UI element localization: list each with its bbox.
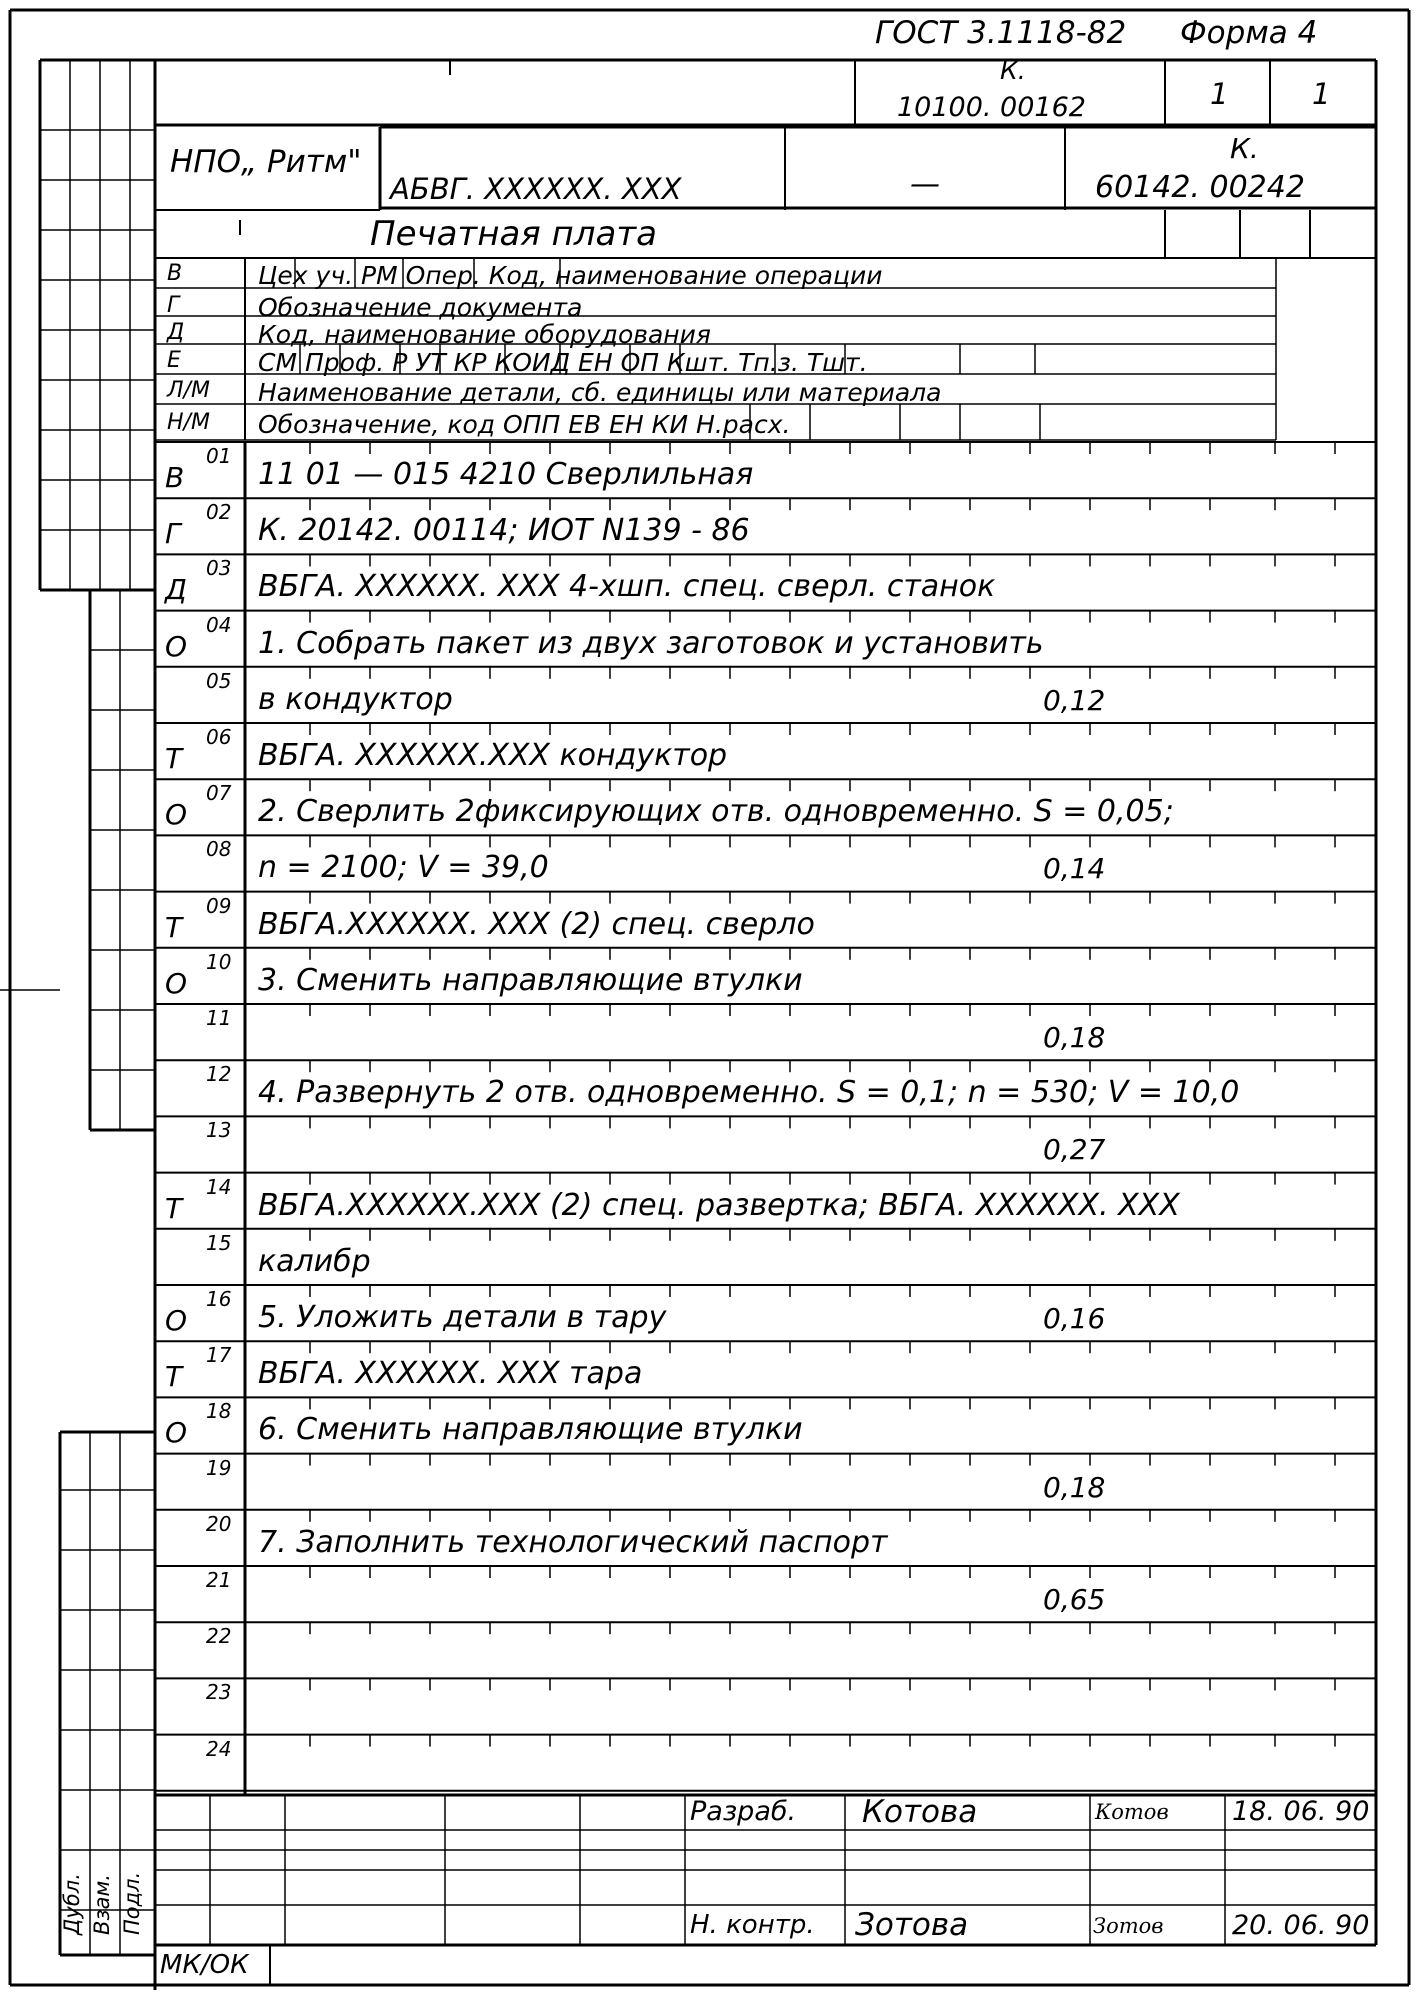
legend-text: Обозначение, код ОПП ЕВ ЕН КИ Н.расх. <box>258 410 791 439</box>
row-number: 01 <box>206 444 232 468</box>
row-text: 11 01 — 015 4210 Сверлильная <box>258 457 754 492</box>
row-number: 15 <box>206 1230 232 1255</box>
row-number: 20 <box>206 1511 232 1536</box>
row-number: 05 <box>206 668 232 693</box>
row-value: 0,27 <box>1043 1133 1106 1167</box>
row-number: 09 <box>206 893 232 918</box>
organization: НПО„ Ритм" <box>170 144 362 180</box>
row-text: 4. Развернуть 2 отв. одновременно. S = 0,1; n = 530; V = 10,0 <box>258 1075 1240 1111</box>
nkontr-label: Н. контр. <box>690 1910 815 1940</box>
legend-text: Обозначение документа <box>258 293 583 322</box>
legend-text: Цех уч. РМ Опер. Код, наименование операции <box>258 261 883 290</box>
row-letter: Д <box>165 573 187 607</box>
row-text: 1. Собрать пакет из двух заготовок и установить <box>258 625 1044 661</box>
side-label: Подл. <box>120 1871 144 1935</box>
legend-text: Код, наименование оборудования <box>258 320 711 349</box>
legend-letter: В <box>167 261 183 286</box>
row-letter: Г <box>165 517 181 551</box>
row-number: 17 <box>206 1343 232 1368</box>
row-text: ВБГА. XXXXXX. XXX тара <box>258 1356 643 1392</box>
row-number: 24 <box>206 1736 232 1761</box>
row-value: 0,12 <box>1043 683 1106 717</box>
row-text: ВБГА.XXXXXX.XXX (2) спец. развертка; ВБГА. XXXXXX. XXX <box>258 1187 1180 1223</box>
row-letter: Т <box>165 910 183 944</box>
row-letter: О <box>165 966 188 1000</box>
row-letter: О <box>165 798 188 832</box>
razrab-label: Разраб. <box>690 1796 797 1827</box>
row-letter: О <box>165 1304 188 1337</box>
row-number: 08 <box>206 837 232 862</box>
row-value: 0,65 <box>1043 1583 1106 1616</box>
row-text: 3. Сменить направляющие втулки <box>258 962 803 998</box>
sheets-total: 1 <box>1312 77 1331 111</box>
legend-letter: Л/М <box>167 378 210 403</box>
row-number: 07 <box>206 781 232 806</box>
sheet-number: 1 <box>1210 77 1229 111</box>
row-text: 7. Заполнить технологический паспорт <box>258 1524 888 1560</box>
row-text: 2. Сверлить 2фиксирующих отв. одновременно. S = 0,05; <box>258 794 1174 830</box>
row-letter: В <box>165 461 185 494</box>
row-number: 10 <box>206 949 232 974</box>
row-number: 18 <box>206 1399 232 1424</box>
side-label: Взам. <box>90 1874 114 1935</box>
row-letter: Т <box>165 1191 183 1225</box>
legend-letter: Д <box>167 320 185 345</box>
legend-letter: Е <box>167 348 181 373</box>
document-designation: АБВГ. XXXXXX. XXX <box>390 172 682 206</box>
row-text: 6. Сменить направляющие втулки <box>258 1412 803 1448</box>
nkontr-date: 20. 06. 90 <box>1232 1910 1370 1941</box>
row-text: в кондуктор <box>258 681 453 717</box>
row-value: 0,16 <box>1043 1302 1106 1335</box>
side-label: Дубл. <box>60 1873 84 1935</box>
row-number: 19 <box>206 1455 232 1480</box>
row-number: 22 <box>206 1624 232 1649</box>
row-number: 06 <box>206 725 232 749</box>
row-letter: Т <box>165 1360 183 1394</box>
legend-text: СМ Проф. Р УТ КР КОИД ЕН ОП Кшт. Тп.з. Тшт. <box>258 348 868 377</box>
legend-letter: Н/М <box>167 410 210 435</box>
row-value: 0,18 <box>1043 1021 1106 1054</box>
row-number: 03 <box>206 556 232 581</box>
dash-field: — <box>910 167 940 202</box>
row-letter: О <box>165 629 188 663</box>
row-number: 16 <box>206 1287 232 1311</box>
row-letter: Т <box>165 742 183 775</box>
razrab-name: Котова <box>862 1794 978 1830</box>
row-text: 5. Уложить детали в тару <box>258 1300 667 1335</box>
right-code: 60142. 00242 <box>1095 170 1305 205</box>
row-text: ВБГА.XXXXXX. XXX (2) спец. сверло <box>258 906 815 942</box>
row-number: 14 <box>206 1174 232 1199</box>
row-letter: О <box>165 1416 188 1450</box>
top-code: 10100. 00162 <box>897 92 1086 123</box>
forma-label: Форма 4 <box>1180 15 1318 51</box>
row-number: 04 <box>206 612 232 637</box>
row-value: 0,14 <box>1043 852 1106 886</box>
razrab-signature: Котов <box>1095 1800 1169 1824</box>
row-number: 13 <box>206 1118 232 1143</box>
row-text: n = 2100; V = 39,0 <box>258 850 549 886</box>
row-value: 0,18 <box>1043 1470 1106 1504</box>
nkontr-signature: Зотов <box>1093 1914 1164 1938</box>
gost-label: ГОСТ 3.1118-82 <box>875 15 1127 51</box>
row-text: К. 20142. 00114; ИОТ N139 - 86 <box>258 513 750 549</box>
legend-text: Наименование детали, сб. единицы или материала <box>258 378 942 407</box>
razrab-date: 18. 06. 90 <box>1232 1796 1370 1827</box>
row-text: ВБГА. XXXXXX. XXX 4-хшп. спец. сверл. станок <box>258 569 996 605</box>
row-number: 21 <box>206 1568 232 1592</box>
row-text: калибр <box>258 1243 371 1279</box>
right-code-prefix: К. <box>1230 132 1259 165</box>
row-number: 12 <box>206 1062 232 1087</box>
row-number: 02 <box>206 500 232 525</box>
part-name: Печатная плата <box>370 214 657 254</box>
nkontr-name: Зотова <box>855 1907 969 1943</box>
form-code: МК/ОК <box>160 1950 249 1980</box>
row-number: 23 <box>206 1680 232 1705</box>
row-number: 11 <box>206 1006 232 1030</box>
top-code-prefix: К. <box>1000 56 1026 85</box>
legend-letter: Г <box>167 293 180 318</box>
row-text: ВБГА. XXXXXX.XXX кондуктор <box>258 738 728 773</box>
